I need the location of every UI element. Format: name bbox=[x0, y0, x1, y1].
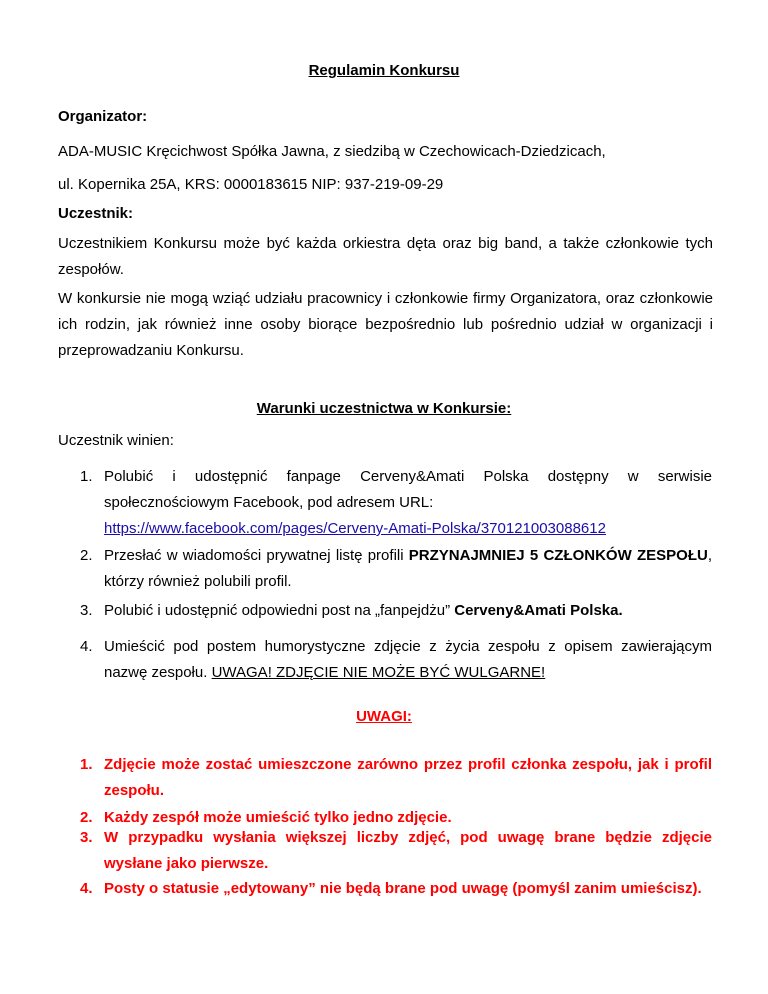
condition-text: Polubić i udostępnić odpowiedni post na „fanpejdżu” bbox=[104, 602, 455, 619]
note-number: 4. bbox=[80, 880, 93, 897]
note-item-3 bbox=[80, 825, 712, 877]
note-text: Zdjęcie może zostać umieszczone zarówno przez profil członka zespołu, jak i profil zespołu. bbox=[104, 756, 712, 799]
condition-warning-text: UWAGA! ZDJĘCIE NIE MOŻE BYĆ WULGARNE! bbox=[211, 664, 546, 681]
note-item-4 bbox=[80, 876, 712, 902]
condition-bold-text: PRZYNAJMNIEJ 5 CZŁONKÓW ZESPOŁU bbox=[408, 547, 708, 564]
participant-paragraph-2: W konkursie nie mogą wziąć udziału pracownicy i członkowie firmy Organizatora, oraz członkowie ich rodzin, jak również inne osoby biorące bezpośrednio lub pośrednio udział w organizacji i przeprowadzaniu Konkursu. bbox=[58, 290, 713, 359]
note-text: Posty o statusie „edytowany” nie będą brane pod uwagę (pomyśl zanim umieścisz). bbox=[104, 880, 702, 897]
condition-number: 4. bbox=[80, 638, 93, 655]
condition-item-3 bbox=[80, 598, 712, 624]
participant-heading: Uczestnik: bbox=[58, 205, 134, 222]
condition-text-end: , którzy również polubili profil. bbox=[104, 547, 713, 590]
organizer-line-1: ADA-MUSIC Kręcichwost Spółka Jawna, z siedzibą w Czechowicach-Dziedzicach, bbox=[58, 143, 606, 160]
participant-paragraph-1: Uczestnikiem Konkursu może być każda orkiestra dęta oraz big band, a także członkowie tych zespołów. bbox=[58, 235, 713, 278]
condition-text: Polubić i udostępnić fanpage Cerveny&Amati Polska dostępny w serwisie społecznościowym Facebook, pod adresem URL: bbox=[104, 468, 712, 511]
condition-item-4 bbox=[80, 634, 712, 686]
condition-number: 1. bbox=[80, 468, 93, 485]
condition-item-2 bbox=[80, 543, 712, 595]
condition-number: 3. bbox=[80, 602, 93, 619]
condition-text: Umieścić pod postem humorystyczne zdjęcie z życia zespołu z opisem zawierającym nazwę zespołu. bbox=[104, 638, 712, 681]
note-number: 2. bbox=[80, 809, 93, 826]
facebook-fanpage-link[interactable]: https://www.facebook.com/pages/Cerveny-Amati-Polska/370121003088612 bbox=[104, 520, 606, 537]
note-number: 1. bbox=[80, 756, 93, 773]
organizer-line-2: ul. Kopernika 25A, KRS: 0000183615 NIP: 937-219-09-29 bbox=[58, 176, 444, 193]
note-text: Każdy zespół może umieścić tylko jedno zdjęcie. bbox=[104, 809, 452, 826]
organizer-heading: Organizator: bbox=[58, 108, 148, 125]
document-title: Regulamin Konkursu bbox=[308, 62, 460, 79]
notes-heading: UWAGI: bbox=[356, 708, 412, 725]
condition-bold-text: Cerveny&Amati Polska. bbox=[454, 602, 623, 619]
condition-item-1 bbox=[80, 464, 712, 542]
condition-number: 2. bbox=[80, 547, 93, 564]
conditions-intro: Uczestnik winien: bbox=[58, 432, 174, 449]
conditions-heading: Warunki uczestnictwa w Konkursie: bbox=[256, 400, 512, 417]
condition-text: Przesłać w wiadomości prywatnej listę profili bbox=[104, 547, 409, 564]
note-text: W przypadku wysłania większej liczby zdjęć, pod uwagę brane będzie zdjęcie wysłane jako pierwsze. bbox=[104, 829, 712, 872]
note-number: 3. bbox=[80, 829, 93, 846]
note-item-1 bbox=[80, 752, 712, 804]
